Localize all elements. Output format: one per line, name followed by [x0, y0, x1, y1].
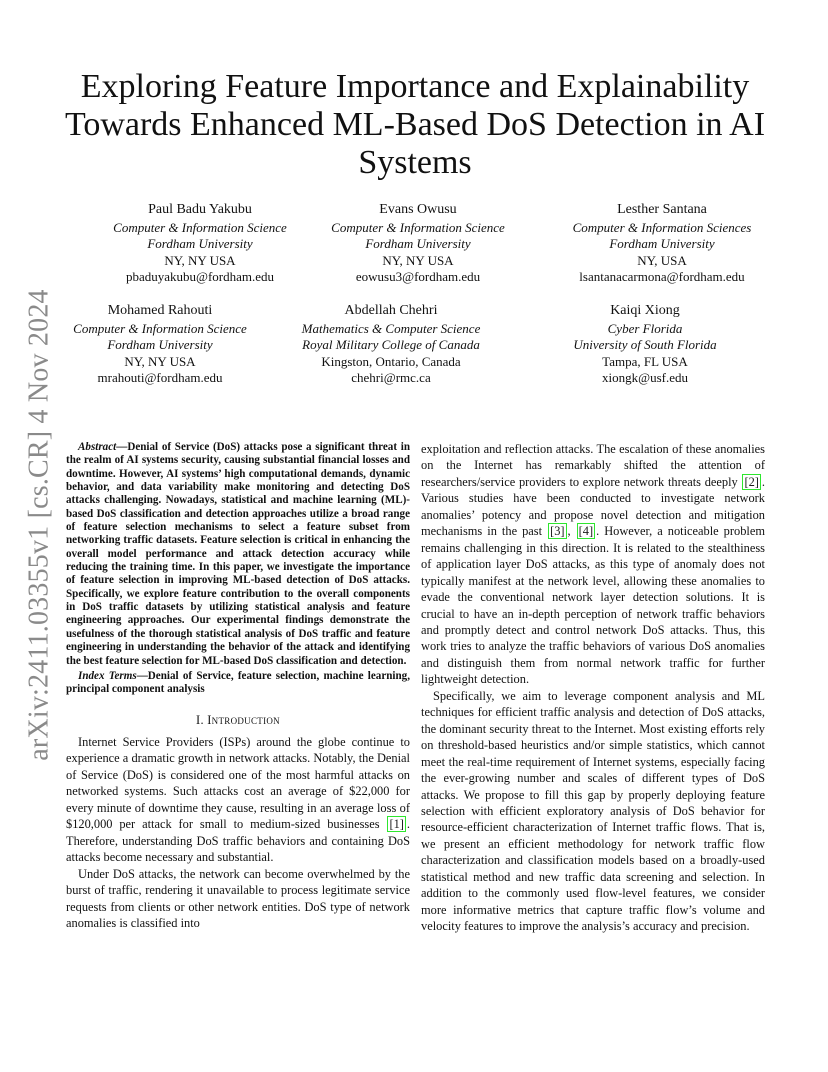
- author-organization: Royal Military College of Canada: [302, 337, 480, 353]
- author-location: Kingston, Ontario, Canada: [321, 353, 461, 369]
- author-department: Computer & Information Sciences: [572, 219, 752, 235]
- author-name: Evans Owusu: [379, 202, 457, 217]
- author-block: [532, 202, 792, 286]
- citation-link[interactable]: [4]: [578, 524, 594, 539]
- author-organization: Fordham University: [365, 236, 471, 252]
- index-terms: [66, 670, 410, 697]
- citation-link[interactable]: [1]: [389, 817, 404, 832]
- section-number: I.: [196, 712, 204, 727]
- abstract-text: —Denial of Service (DoS) attacks pose a significant threat in the realm of AI systems security, causing substantial financial losses and downtime. However, AI systems’ high computational demands, dynamic behavior, and data variability make monitoring and detecting DoS attacks challenging. Nowadays, statistical and machine learning (ML)-based DoS classification and detection approaches utilize a broad range of feature selection mechanisms to select a feature subset from networking traffic datasets. Feature selection is critical in enhancing the overall model performance and attack detection accuracy while reducing the training time. In this paper, we investigate the importance of feature selection in improving ML-based detection of DoS attacks. Specifically, we explore feature contribution to the overall components in DoS traffic datasets by utilizing statistical analysis and feature engineering approaches. Our experimental findings demonstrate the usefulness of the thorough statistical analysis of DoS traffic and feature engineering in understanding the behavior of the attack and identifying the best feature selection for ML-based DoS classification and detection.: [66, 441, 410, 667]
- author-location: NY, USA: [637, 252, 687, 268]
- author-department: Cyber Florida: [607, 320, 683, 336]
- author-block: [261, 303, 521, 387]
- author-location: NY, NY USA: [124, 353, 196, 369]
- abstract-lead: Abstract: [78, 441, 117, 453]
- author-location: Tampa, FL USA: [602, 353, 688, 369]
- paper-title: Exploring Feature Importance and Explainability Towards Enhanced ML-Based DoS Detection in AI Systems: [64, 68, 766, 181]
- index-terms-lead: Index Terms: [78, 669, 137, 682]
- author-location: NY, NY USA: [164, 252, 236, 268]
- intro-paragraph-2: Under DoS attacks, the network can become overwhelmed by the burst of traffic, rendering it unavailable to process legitimate service requests from clients or other network entities. DoS type of network anomalies is classified into: [66, 866, 410, 930]
- author-organization: University of South Florida: [573, 337, 717, 353]
- citation-link[interactable]: [3]: [550, 524, 565, 539]
- author-department: Computer & Information Science: [331, 219, 505, 235]
- paragraph-text: . Various studies have been conducted to investigate network anomalies’ potency and propose novel detection and mitigation mechanisms in the past: [421, 474, 765, 539]
- author-department: Computer & Information Science: [113, 219, 287, 235]
- author-department: Computer & Information Science: [73, 320, 247, 336]
- author-name: Abdellah Chehri: [344, 303, 438, 318]
- author-block: [515, 303, 775, 387]
- author-location: NY, NY USA: [382, 252, 454, 268]
- citation-link[interactable]: [2]: [744, 474, 759, 489]
- paragraph-text: exploitation and reflection attacks. The escalation of these anomalies on the Internet has remarkably shifted the attention of researchers/service providers to explore network threats deeply: [421, 442, 765, 489]
- author-department: Mathematics & Computer Science: [301, 320, 481, 336]
- intro-paragraph-4: Specifically, we aim to leverage component analysis and ML techniques for efficient traffic analysis and detection of DoS attacks, the dominant security threat to the Internet. Most existing efforts rely on threshold-based heuristics and/or simple statistics, which cannot meet the real-time requirement of Internet systems, especially facing the ever-growing number and scales of different types of DoS attacks. We propose to fill this gap by properly deploying feature selection with efficient exploratory analysis of DoS behavior for resource-efficient characterization of Internet traffic flows. That is, we present an efficient methodology for network traffic flow characterization and classification models based on a broadly-used statistical method and new traffic data screening and selection. In addition to the commonly used flow-level features, we consider more informative metrics that capture traffic flow’s volume and velocity features to improve the analysis’s accuracy and precision.: [421, 688, 765, 934]
- abstract: [66, 441, 410, 668]
- author-name: Paul Badu Yakubu: [148, 202, 252, 217]
- author-block: [30, 303, 290, 387]
- section-heading: [66, 712, 410, 728]
- author-email: xiongk@usf.edu: [602, 370, 688, 386]
- author-email: lsantanacarmona@fordham.edu: [579, 269, 745, 285]
- author-email: mrahouti@fordham.edu: [97, 370, 223, 386]
- paragraph-text: . However, a noticeable problem remains challenging in this direction. It is related to the stealthiness of application layer DoS attacks, as this type of anomaly does not typically manifest at the network level, allowing these anomalies to evade the conventional network layer detection solutions. It is crucial to have an in-depth perception of network traffic behaviors and promptly detect and control network DoS attacks. Thus, this work tries to analyze the traffic behaviors of various DoS anomalies and distinguish them from normal network traffic for further lightweight detection.: [421, 524, 765, 687]
- author-name: Mohamed Rahouti: [107, 303, 213, 318]
- author-email: pbaduyakubu@fordham.edu: [125, 269, 275, 285]
- author-organization: Fordham University: [147, 236, 253, 252]
- paragraph-text: . Therefore, understanding DoS traffic behaviors and containing DoS attacks become necessary and substantial.: [66, 817, 410, 865]
- section-title: Introduction: [207, 712, 280, 727]
- citation-separator: ,: [567, 524, 576, 539]
- intro-paragraph-1: [66, 734, 410, 866]
- paragraph-text: Internet Service Providers (ISPs) around the globe continue to experience a dramatic growth in network attacks. Notably, the Denial of Service (DoS) is considered one of the most harmful attacks on networked systems. Such attacks cost an average of $22,000 for every minute of downtime they cause, resulting in an average loss of $120,000 per attack for small to medium-sized businesses: [66, 734, 410, 832]
- intro-paragraph-3: [421, 441, 765, 688]
- author-organization: Fordham University: [107, 337, 213, 353]
- author-name: Kaiqi Xiong: [610, 303, 680, 318]
- arxiv-identifier-text: arXiv:2411.03355v1 [cs.CR] 4 Nov 2024: [24, 289, 55, 761]
- author-name: Lesther Santana: [617, 202, 707, 217]
- author-email: eowusu3@fordham.edu: [355, 269, 481, 285]
- left-column: [66, 441, 410, 931]
- author-organization: Fordham University: [609, 236, 715, 252]
- author-block: [288, 202, 548, 286]
- author-email: chehri@rmc.ca: [351, 370, 431, 386]
- index-terms-text: —Denial of Service, feature selection, machine learning, principal component analysis: [66, 669, 410, 696]
- right-column: [421, 441, 765, 935]
